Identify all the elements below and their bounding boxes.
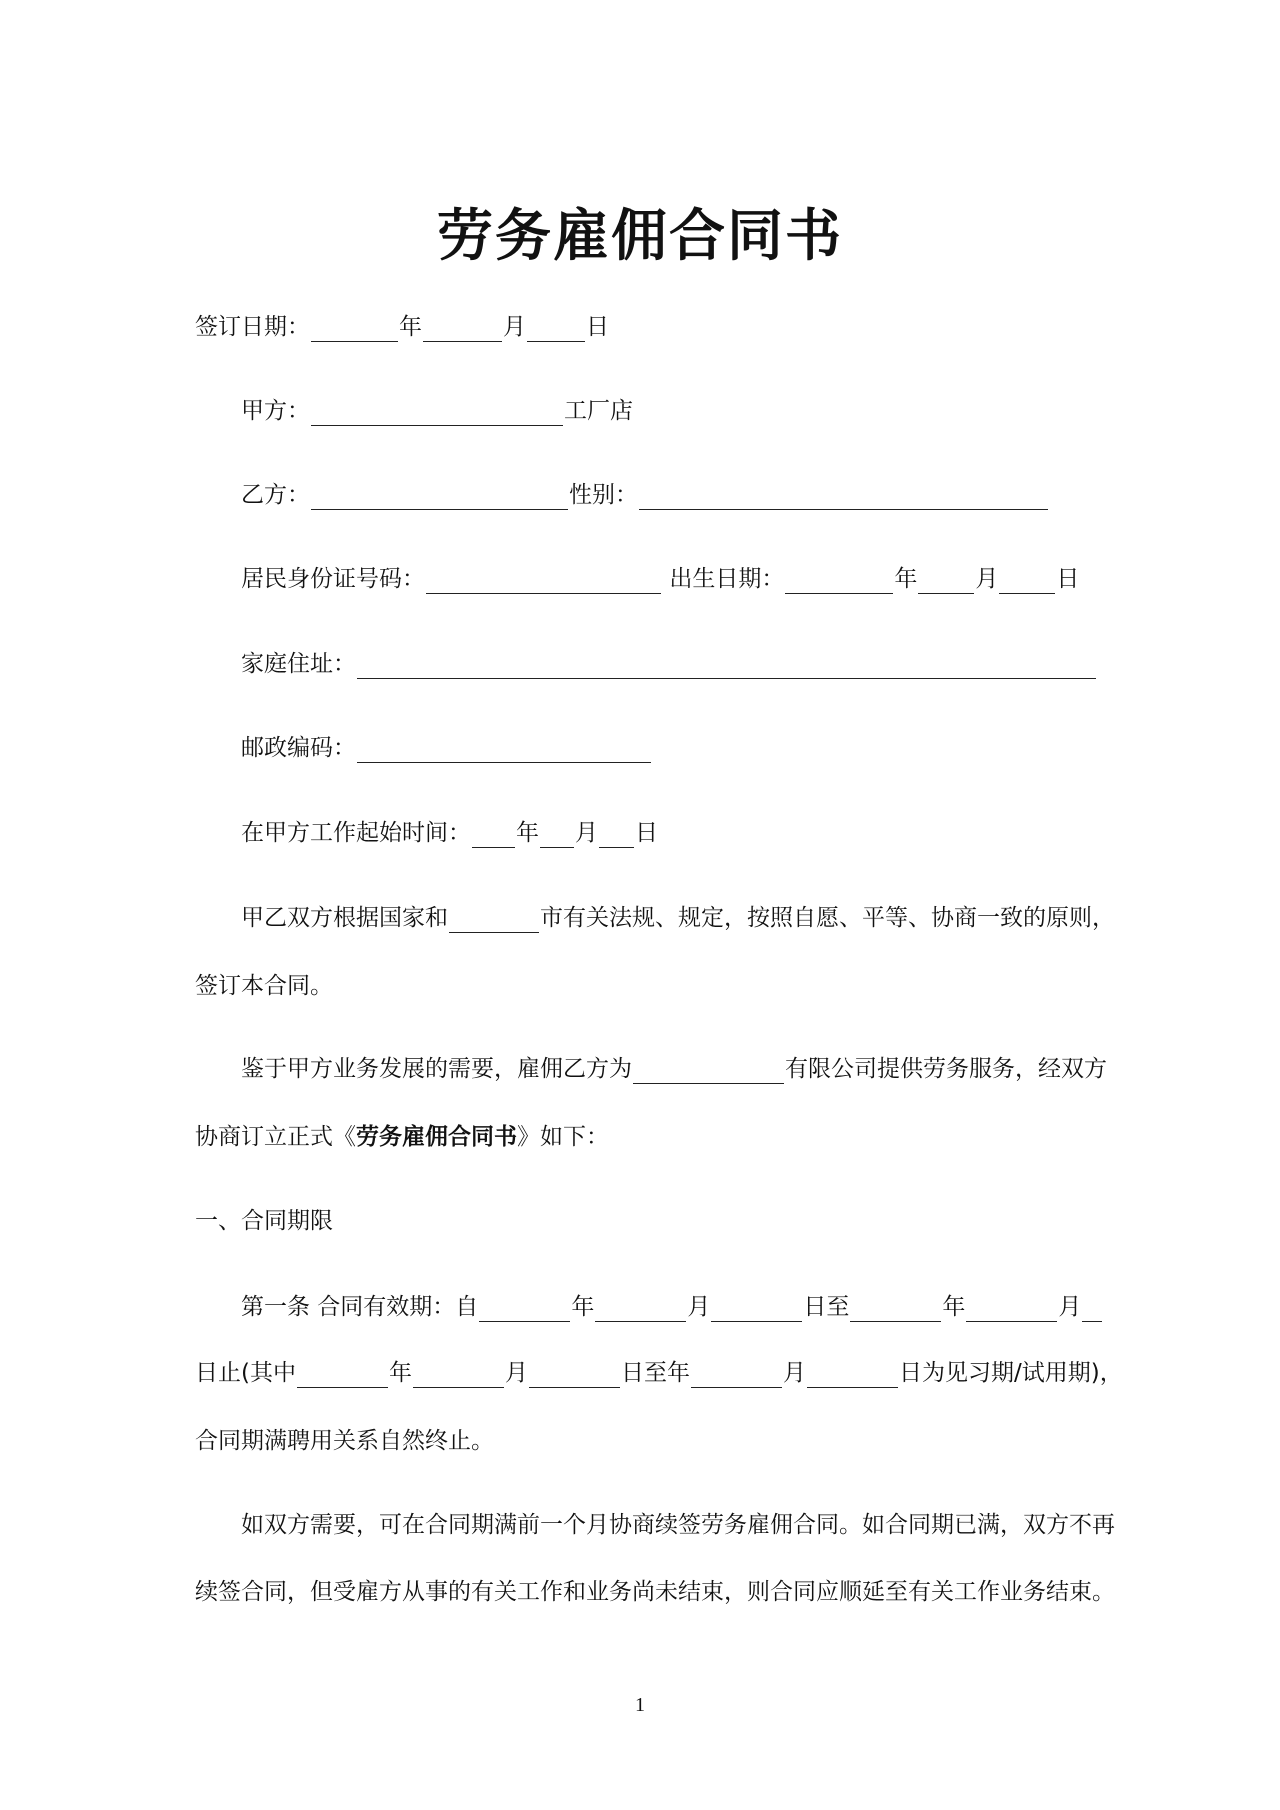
section-heading: 一、合同期限 [195,1208,333,1234]
document-title: 劳务雇佣合同书 [437,204,843,269]
text: 日止(其中 [195,1360,296,1386]
label: 工厂店 [564,398,633,424]
label: 日 [1056,566,1080,592]
text: 有限公司提供劳务服务，经双方 [785,1056,1107,1082]
blank[interactable] [711,1297,802,1322]
text: 日至年 [620,1360,690,1386]
label: 日 [586,314,609,340]
paragraph-2-cont [195,1122,609,1152]
paragraph-3-cont: 续签合同，但受雇方从事的有关工作和业务尚未结束，则合同应顺延至有关工作业务结束。 [195,1579,1115,1605]
blank[interactable] [413,1363,504,1388]
blank-company[interactable] [633,1059,784,1084]
text: 鉴于甲方业务发展的需要，雇佣乙方为 [241,1056,632,1082]
blank-start-month[interactable] [540,823,574,848]
text: 日至 [803,1294,850,1320]
blank-postcode[interactable] [357,738,651,763]
blank-address[interactable] [357,654,1096,679]
label: 签订日期： [195,314,310,340]
blank[interactable] [297,1363,388,1388]
paragraph-3: 如双方需要，可在合同期满前一个月协商续签劳务雇佣合同。如合同期已满，双方不再 [241,1512,1115,1538]
party-a-line [241,396,633,426]
paragraph-1 [241,903,1115,933]
label: 居民身份证号码： [241,566,425,592]
party-b-line [241,480,1049,510]
blank-start-year[interactable] [472,823,515,848]
blank[interactable] [529,1363,620,1388]
start-date-line [241,818,658,848]
article-1-line-2 [195,1358,1123,1388]
text: 日为见习期/试用期)， [898,1360,1123,1386]
blank-id[interactable] [426,569,661,594]
blank[interactable] [479,1297,570,1322]
postcode-line [241,733,652,763]
label: 月 [575,820,598,846]
text: 》如下： [517,1124,609,1150]
label: 年 [516,820,539,846]
blank[interactable] [595,1297,686,1322]
text: 第一条 合同有效期：自 [241,1294,479,1320]
blank-party-a[interactable] [311,401,563,426]
text: 年 [388,1360,412,1386]
blank-start-day[interactable] [599,823,634,848]
paragraph-2 [241,1054,1107,1084]
label: 邮政编码： [241,735,356,761]
blank-year[interactable] [311,317,398,342]
blank-party-b[interactable] [311,485,568,510]
text: 年 [571,1294,595,1320]
label: 出生日期： [669,566,785,592]
blank[interactable] [691,1363,782,1388]
contract-name: 劳务雇佣合同书 [356,1124,517,1150]
label: 月 [975,566,999,592]
text: 月 [1058,1294,1082,1320]
blank-month[interactable] [423,317,502,342]
article-1 [241,1292,1093,1322]
address-line [241,649,1097,679]
blank-day[interactable] [527,317,585,342]
label: 甲方： [241,398,310,424]
blank[interactable] [807,1363,898,1388]
paragraph-1-cont: 签订本合同。 [195,973,333,999]
label: 年 [399,314,422,340]
blank[interactable] [1082,1297,1102,1322]
label: 乙方： [241,482,310,508]
text: 市有关法规、规定，按照自愿、平等、协商一致的原则， [540,905,1115,931]
text: 甲乙双方根据国家和 [241,905,448,931]
article-1-line-3: 合同期满聘用关系自然终止。 [195,1428,494,1454]
text: 协商订立正式《 [195,1124,356,1150]
text: 月 [687,1294,711,1320]
blank-birth-day[interactable] [999,569,1055,594]
blank-city[interactable] [449,908,539,933]
text: 年 [942,1294,966,1320]
label: 在甲方工作起始时间： [241,820,471,846]
label: 性别： [569,482,638,508]
label: 年 [894,566,918,592]
blank-gender[interactable] [639,485,1048,510]
sign-date-line [195,312,609,342]
blank-birth-year[interactable] [785,569,893,594]
text: 月 [782,1360,806,1386]
id-line [241,564,1079,594]
label: 日 [635,820,658,846]
label: 月 [503,314,526,340]
text: 月 [504,1360,528,1386]
page-number: 1 [635,1694,645,1716]
blank[interactable] [966,1297,1057,1322]
blank[interactable] [850,1297,941,1322]
blank-birth-month[interactable] [918,569,974,594]
label: 家庭住址： [241,651,356,677]
